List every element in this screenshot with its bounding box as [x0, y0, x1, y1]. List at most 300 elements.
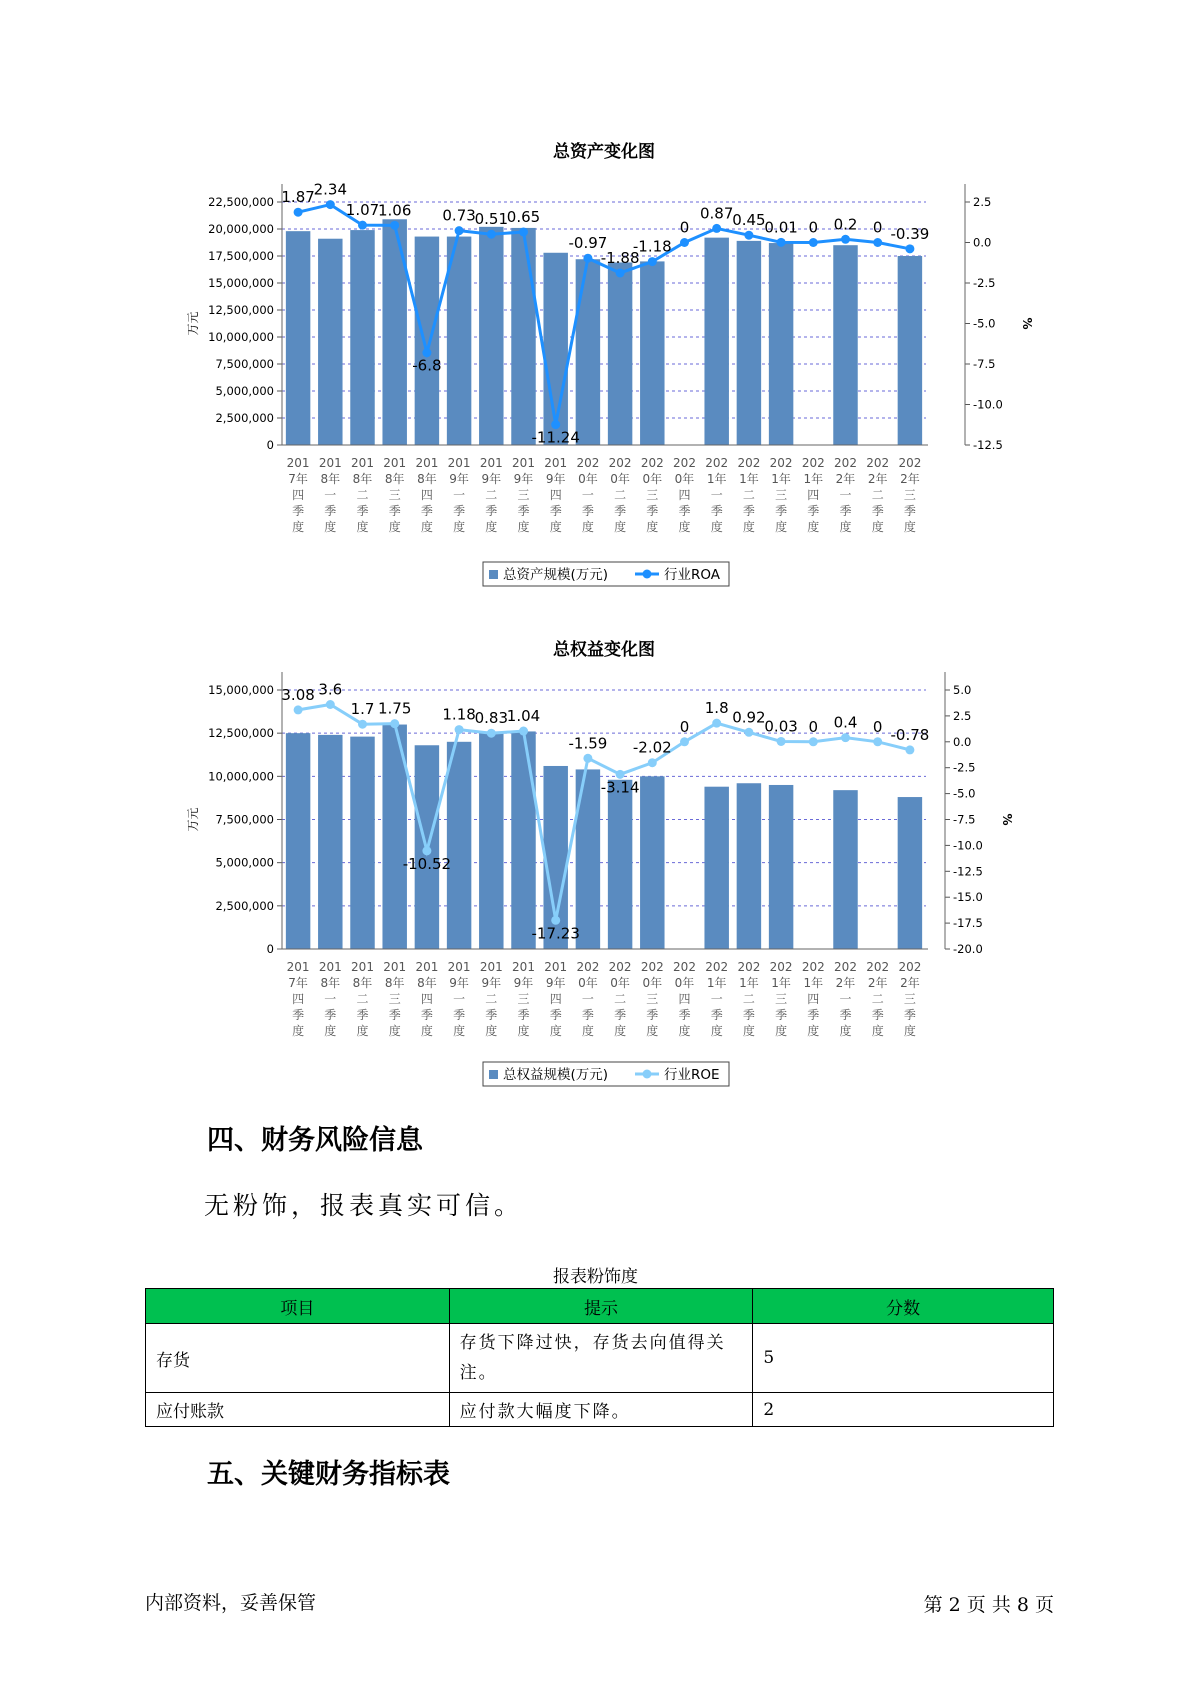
right-tick-label: 0.0: [973, 235, 992, 250]
x-tick-label: 202: [576, 960, 600, 974]
x-tick-label: 度: [807, 520, 820, 534]
bar: [833, 245, 857, 445]
x-tick-label: 202: [737, 960, 761, 974]
x-tick-label: 2年: [867, 976, 888, 990]
x-tick-label: 四: [807, 488, 820, 502]
data-label: 1.87: [281, 188, 315, 207]
right-tick-label: -12.5: [973, 438, 1003, 452]
x-tick-label: 四: [807, 992, 820, 1006]
data-label: -0.97: [568, 234, 608, 253]
x-tick-label: 度: [775, 1024, 788, 1038]
line-point: [358, 720, 367, 729]
x-tick-label: 7年: [288, 472, 308, 486]
x-tick-label: 二: [871, 992, 884, 1006]
x-tick-label: 季: [581, 504, 594, 518]
x-tick-label: 一: [710, 992, 723, 1006]
data-label: 0.01: [764, 218, 798, 237]
x-tick-label: 三: [646, 488, 659, 502]
x-tick-label: 9年: [449, 472, 469, 486]
x-tick-label: 202: [640, 456, 664, 470]
x-tick-label: 一: [581, 488, 594, 502]
x-tick-label: 度: [356, 1024, 369, 1038]
x-tick-label: 2年: [900, 472, 920, 486]
x-tick-label: 四: [678, 488, 691, 502]
row-hint: 应付款大幅度下降。: [449, 1393, 753, 1427]
x-tick-label: 8年: [320, 472, 341, 486]
y-axis-title-right: %: [1020, 317, 1034, 330]
x-tick-label: 度: [839, 1024, 852, 1038]
x-tick-label: 8年: [320, 976, 341, 990]
x-tick-label: 一: [453, 488, 466, 502]
x-tick-label: 0年: [578, 472, 598, 486]
bar: [286, 231, 310, 445]
data-label: -6.8: [412, 356, 442, 375]
x-tick-label: 201: [512, 960, 535, 974]
x-tick-label: 202: [834, 456, 857, 470]
x-tick-label: 0年: [610, 472, 630, 486]
x-tick-label: 四: [549, 992, 562, 1006]
left-tick-label: 7,500,000: [215, 812, 274, 827]
x-tick-label: 度: [646, 1024, 659, 1038]
left-tick-label: 0: [266, 942, 274, 956]
line-point: [777, 238, 786, 247]
x-tick-label: 二: [356, 992, 369, 1006]
data-label: 0.51: [474, 210, 509, 229]
total-assets-chart-svg: [0, 125, 1191, 625]
x-tick-label: 季: [678, 504, 691, 518]
right-tick-label: -5.0: [973, 316, 996, 331]
x-tick-label: 202: [866, 456, 890, 470]
x-tick-label: 三: [775, 488, 788, 502]
x-tick-label: 季: [324, 1008, 337, 1022]
x-tick-label: 季: [710, 1008, 723, 1022]
x-tick-label: 1年: [803, 976, 824, 990]
risk-table-header-row: [146, 1289, 1054, 1324]
line-point: [487, 230, 496, 239]
risk-table-caption: 报表粉饰度: [553, 1267, 638, 1287]
x-tick-label: 201: [447, 960, 471, 974]
data-label: 0.87: [699, 204, 734, 223]
x-tick-label: 201: [512, 456, 535, 470]
line-point: [455, 226, 464, 235]
x-tick-label: 季: [292, 1008, 305, 1022]
footer-confidential: 内部资料，妥善保管: [145, 1592, 317, 1614]
x-tick-label: 1年: [706, 976, 727, 990]
x-tick-label: 8年: [417, 976, 437, 990]
line-point: [358, 221, 367, 230]
x-tick-label: 三: [388, 488, 401, 502]
x-tick-label: 9年: [481, 976, 502, 990]
x-tick-label: 三: [517, 488, 530, 502]
line-point: [519, 727, 528, 736]
x-tick-label: 三: [646, 992, 659, 1006]
data-label: 0.03: [764, 717, 798, 736]
line-point: [777, 737, 786, 746]
x-tick-label: 季: [742, 1008, 755, 1022]
bar: [479, 731, 503, 949]
x-tick-label: 二: [742, 992, 755, 1006]
data-label: 1.06: [377, 201, 412, 220]
x-tick-label: 四: [678, 992, 691, 1006]
line-point: [841, 733, 850, 742]
right-tick-label: -20.0: [953, 942, 983, 956]
x-tick-label: 季: [775, 1008, 788, 1022]
x-tick-label: 202: [898, 456, 922, 470]
x-tick-label: 度: [871, 1024, 884, 1038]
data-label: -11.24: [531, 428, 580, 447]
line-point: [873, 737, 882, 746]
x-tick-label: 季: [549, 504, 562, 518]
x-tick-label: 度: [292, 1024, 305, 1038]
x-tick-label: 季: [388, 1008, 401, 1022]
bar: [608, 262, 632, 445]
x-tick-label: 一: [839, 992, 852, 1006]
bar: [640, 776, 664, 949]
x-tick-label: 1年: [803, 472, 824, 486]
line-point: [680, 737, 689, 746]
line-point: [294, 208, 303, 217]
bar: [318, 735, 342, 949]
line-point: [841, 235, 850, 244]
legend-bar-label: 总权益规模(万元): [503, 1067, 609, 1083]
right-tick-label: -17.5: [953, 916, 983, 931]
x-tick-label: 2年: [900, 976, 920, 990]
x-tick-label: 度: [485, 1024, 498, 1038]
x-tick-label: 三: [903, 992, 916, 1006]
left-tick-label: 22,500,000: [208, 195, 274, 209]
left-tick-label: 5,000,000: [215, 384, 274, 398]
x-tick-label: 度: [292, 520, 305, 534]
x-tick-label: 201: [415, 456, 439, 470]
bar: [447, 742, 471, 949]
x-tick-label: 1年: [739, 472, 759, 486]
x-tick-label: 1年: [771, 472, 791, 486]
x-tick-label: 季: [903, 504, 916, 518]
x-tick-label: 季: [839, 1008, 852, 1022]
bar: [704, 787, 728, 949]
x-tick-label: 度: [356, 520, 369, 534]
x-tick-label: 201: [544, 456, 568, 470]
data-label: -3.14: [600, 778, 640, 797]
data-label: 0: [808, 218, 819, 237]
section-4-title: 四、财务风险信息: [207, 1125, 423, 1156]
x-tick-label: 201: [447, 456, 471, 470]
line-point: [905, 745, 914, 754]
x-tick-label: 202: [705, 456, 729, 470]
x-tick-label: 202: [834, 960, 857, 974]
x-tick-label: 季: [710, 504, 723, 518]
x-tick-label: 一: [453, 992, 466, 1006]
x-tick-label: 季: [871, 1008, 884, 1022]
x-tick-label: 季: [356, 504, 369, 518]
section-5-title: 五、关键财务指标表: [207, 1459, 450, 1490]
data-label: 1.18: [442, 705, 476, 724]
table-row: [146, 1324, 1054, 1393]
x-tick-label: 201: [383, 456, 407, 470]
total-assets-chart: [0, 125, 1191, 629]
data-label: -0.39: [890, 224, 930, 243]
x-tick-label: 四: [549, 488, 562, 502]
x-tick-label: 度: [453, 1024, 466, 1038]
x-tick-label: 一: [839, 488, 852, 502]
bar: [576, 259, 600, 445]
left-tick-label: 0: [266, 438, 274, 452]
legend-bar-label: 总资产规模(万元): [503, 567, 609, 583]
x-tick-label: 四: [420, 992, 433, 1006]
legend-line-marker: [643, 570, 652, 579]
x-tick-label: 202: [640, 960, 664, 974]
legend-line-marker: [643, 1070, 652, 1079]
x-tick-label: 季: [420, 1008, 433, 1022]
right-tick-label: -15.0: [953, 890, 983, 905]
x-tick-label: 季: [485, 504, 498, 518]
line-point: [680, 238, 689, 247]
bar: [769, 785, 793, 949]
x-tick-label: 9年: [449, 976, 469, 990]
x-tick-label: 9年: [545, 976, 566, 990]
x-tick-label: 季: [839, 504, 852, 518]
x-tick-label: 201: [351, 456, 374, 470]
line-point: [809, 737, 818, 746]
x-tick-label: 202: [898, 960, 922, 974]
x-tick-label: 度: [710, 1024, 723, 1038]
legend-line-label: 行业ROE: [664, 1067, 720, 1083]
x-tick-label: 8年: [352, 472, 373, 486]
header-score: 分数: [753, 1289, 1054, 1324]
x-tick-label: 季: [549, 1008, 562, 1022]
x-tick-label: 201: [544, 960, 568, 974]
right-tick-label: -7.5: [973, 357, 996, 371]
chart-title: 总资产变化图: [553, 142, 655, 162]
x-tick-label: 8年: [417, 472, 437, 486]
x-tick-label: 0年: [674, 472, 695, 486]
line-point: [487, 729, 496, 738]
x-tick-label: 一: [324, 992, 337, 1006]
line-point: [648, 257, 657, 266]
left-tick-label: 7,500,000: [215, 357, 274, 371]
line-point: [873, 238, 882, 247]
right-tick-label: -12.5: [953, 864, 983, 879]
data-label: -2.02: [632, 738, 672, 757]
x-tick-label: 202: [608, 456, 632, 470]
data-label: 0: [808, 717, 819, 736]
x-tick-label: 季: [807, 504, 820, 518]
x-tick-label: 度: [453, 520, 466, 534]
x-tick-label: 季: [485, 1008, 498, 1022]
data-label: -1.88: [600, 248, 640, 267]
right-tick-label: 2.5: [973, 195, 992, 209]
data-label: 0: [872, 218, 883, 237]
bar: [511, 731, 535, 949]
x-tick-label: 202: [801, 960, 825, 974]
x-tick-label: 三: [775, 992, 788, 1006]
x-tick-label: 季: [292, 504, 305, 518]
x-tick-label: 季: [807, 1008, 820, 1022]
bar: [511, 228, 535, 445]
line-point: [294, 705, 303, 714]
right-tick-label: -7.5: [953, 812, 976, 827]
data-label: 0.73: [442, 206, 476, 225]
x-tick-label: 0年: [642, 976, 663, 990]
x-tick-label: 8年: [384, 472, 405, 486]
bar: [704, 238, 728, 445]
x-tick-label: 季: [388, 504, 401, 518]
x-tick-label: 季: [903, 1008, 916, 1022]
right-tick-label: 2.5: [953, 708, 972, 723]
left-tick-label: 12,500,000: [208, 303, 274, 317]
data-label: 0.2: [833, 215, 858, 234]
y-axis-title-left: 万元: [186, 807, 200, 832]
legend-bar-swatch: [489, 570, 498, 579]
row-hint: 存货下降过快，存货去向值得关注。: [449, 1324, 753, 1393]
line-point: [712, 224, 721, 233]
x-tick-label: 9年: [513, 976, 534, 990]
x-tick-label: 2年: [835, 976, 856, 990]
x-tick-label: 2年: [867, 472, 888, 486]
x-tick-label: 度: [517, 520, 530, 534]
left-tick-label: 2,500,000: [215, 898, 274, 913]
x-tick-label: 201: [351, 960, 374, 974]
x-tick-label: 二: [485, 488, 498, 502]
x-tick-label: 9年: [481, 472, 502, 486]
x-tick-label: 季: [678, 1008, 691, 1022]
x-tick-label: 201: [318, 960, 342, 974]
x-tick-label: 季: [517, 504, 530, 518]
line-point: [326, 700, 335, 709]
right-tick-label: -10.0: [973, 397, 1003, 412]
x-tick-label: 一: [324, 488, 337, 502]
x-tick-label: 季: [324, 504, 337, 518]
line-point: [583, 754, 592, 763]
x-tick-label: 度: [614, 1024, 627, 1038]
total-equity-chart-svg: [0, 630, 1191, 1110]
data-label: 0: [679, 218, 690, 237]
row-score: 2: [753, 1393, 1054, 1427]
x-tick-label: 二: [871, 488, 884, 502]
risk-table: [145, 1288, 1054, 1427]
bar: [415, 237, 439, 445]
x-tick-label: 2年: [835, 472, 856, 486]
data-label: 1.07: [345, 201, 380, 220]
x-tick-label: 202: [673, 960, 696, 974]
x-tick-label: 度: [775, 520, 788, 534]
data-label: 3.08: [281, 685, 315, 704]
x-tick-label: 四: [420, 488, 433, 502]
bar: [286, 733, 310, 949]
data-label: 3.6: [318, 680, 343, 699]
x-tick-label: 季: [420, 504, 433, 518]
x-tick-label: 二: [614, 992, 627, 1006]
bar: [479, 227, 503, 445]
x-tick-label: 度: [420, 520, 433, 534]
y-axis-title-left: 万元: [186, 311, 200, 336]
x-tick-label: 度: [388, 1024, 401, 1038]
bar: [318, 239, 342, 445]
line-point: [616, 268, 625, 277]
x-tick-label: 度: [388, 520, 401, 534]
data-label: -17.23: [531, 924, 580, 943]
x-tick-label: 202: [705, 960, 729, 974]
row-item: 应付账款: [146, 1393, 450, 1427]
x-tick-label: 度: [839, 520, 852, 534]
data-label: -1.18: [632, 237, 672, 256]
legend-bar-swatch: [489, 1070, 498, 1079]
line-point: [390, 221, 399, 230]
x-tick-label: 0年: [642, 472, 663, 486]
x-tick-label: 二: [614, 488, 627, 502]
x-tick-label: 202: [769, 456, 793, 470]
x-tick-label: 0年: [578, 976, 598, 990]
data-label: -1.59: [568, 734, 608, 753]
right-tick-label: 5.0: [953, 683, 972, 697]
line-point: [712, 719, 721, 728]
x-tick-label: 二: [485, 992, 498, 1006]
x-tick-label: 9年: [545, 472, 566, 486]
x-tick-label: 三: [517, 992, 530, 1006]
legend-line-label: 行业ROA: [664, 567, 721, 583]
x-tick-label: 季: [871, 504, 884, 518]
table-row: [146, 1393, 1054, 1427]
left-tick-label: 15,000,000: [208, 683, 274, 697]
x-tick-label: 1年: [706, 472, 727, 486]
x-tick-label: 201: [479, 960, 503, 974]
x-tick-label: 季: [775, 504, 788, 518]
data-label: 0.45: [732, 211, 766, 230]
x-tick-label: 202: [673, 456, 696, 470]
x-tick-label: 度: [678, 1024, 691, 1038]
x-tick-label: 9年: [513, 472, 534, 486]
x-tick-label: 一: [710, 488, 723, 502]
bar: [737, 241, 761, 445]
x-tick-label: 度: [549, 520, 562, 534]
left-tick-label: 20,000,000: [208, 222, 274, 236]
line-point: [648, 758, 657, 767]
data-label: 1.75: [377, 699, 412, 718]
right-tick-label: -10.0: [953, 838, 983, 853]
x-tick-label: 度: [581, 520, 594, 534]
data-label: -10.52: [402, 854, 452, 873]
x-tick-label: 季: [646, 1008, 659, 1022]
x-tick-label: 四: [292, 488, 305, 502]
x-tick-label: 季: [614, 1008, 627, 1022]
x-tick-label: 季: [646, 504, 659, 518]
right-tick-label: -5.0: [953, 786, 976, 801]
x-tick-label: 度: [646, 520, 659, 534]
x-tick-label: 度: [903, 1024, 916, 1038]
x-tick-label: 度: [485, 520, 498, 534]
line-point: [744, 231, 753, 240]
footer-page-number: 第 2 页 共 8 页: [923, 1594, 1054, 1616]
x-tick-label: 201: [286, 456, 310, 470]
x-tick-label: 201: [318, 456, 342, 470]
x-tick-label: 二: [742, 488, 755, 502]
x-tick-label: 202: [801, 456, 825, 470]
x-tick-label: 202: [576, 456, 600, 470]
x-tick-label: 季: [453, 504, 466, 518]
row-item: 存货: [146, 1324, 450, 1393]
data-label: -0.78: [890, 725, 930, 744]
right-tick-label: -2.5: [973, 276, 996, 290]
data-label: 0: [872, 717, 883, 736]
line-point: [390, 719, 399, 728]
bar: [608, 780, 632, 949]
bar: [737, 783, 761, 949]
bar: [769, 243, 793, 445]
x-tick-label: 202: [769, 960, 793, 974]
x-tick-label: 度: [871, 520, 884, 534]
x-tick-label: 8年: [352, 976, 373, 990]
data-label: 0.92: [732, 708, 766, 727]
